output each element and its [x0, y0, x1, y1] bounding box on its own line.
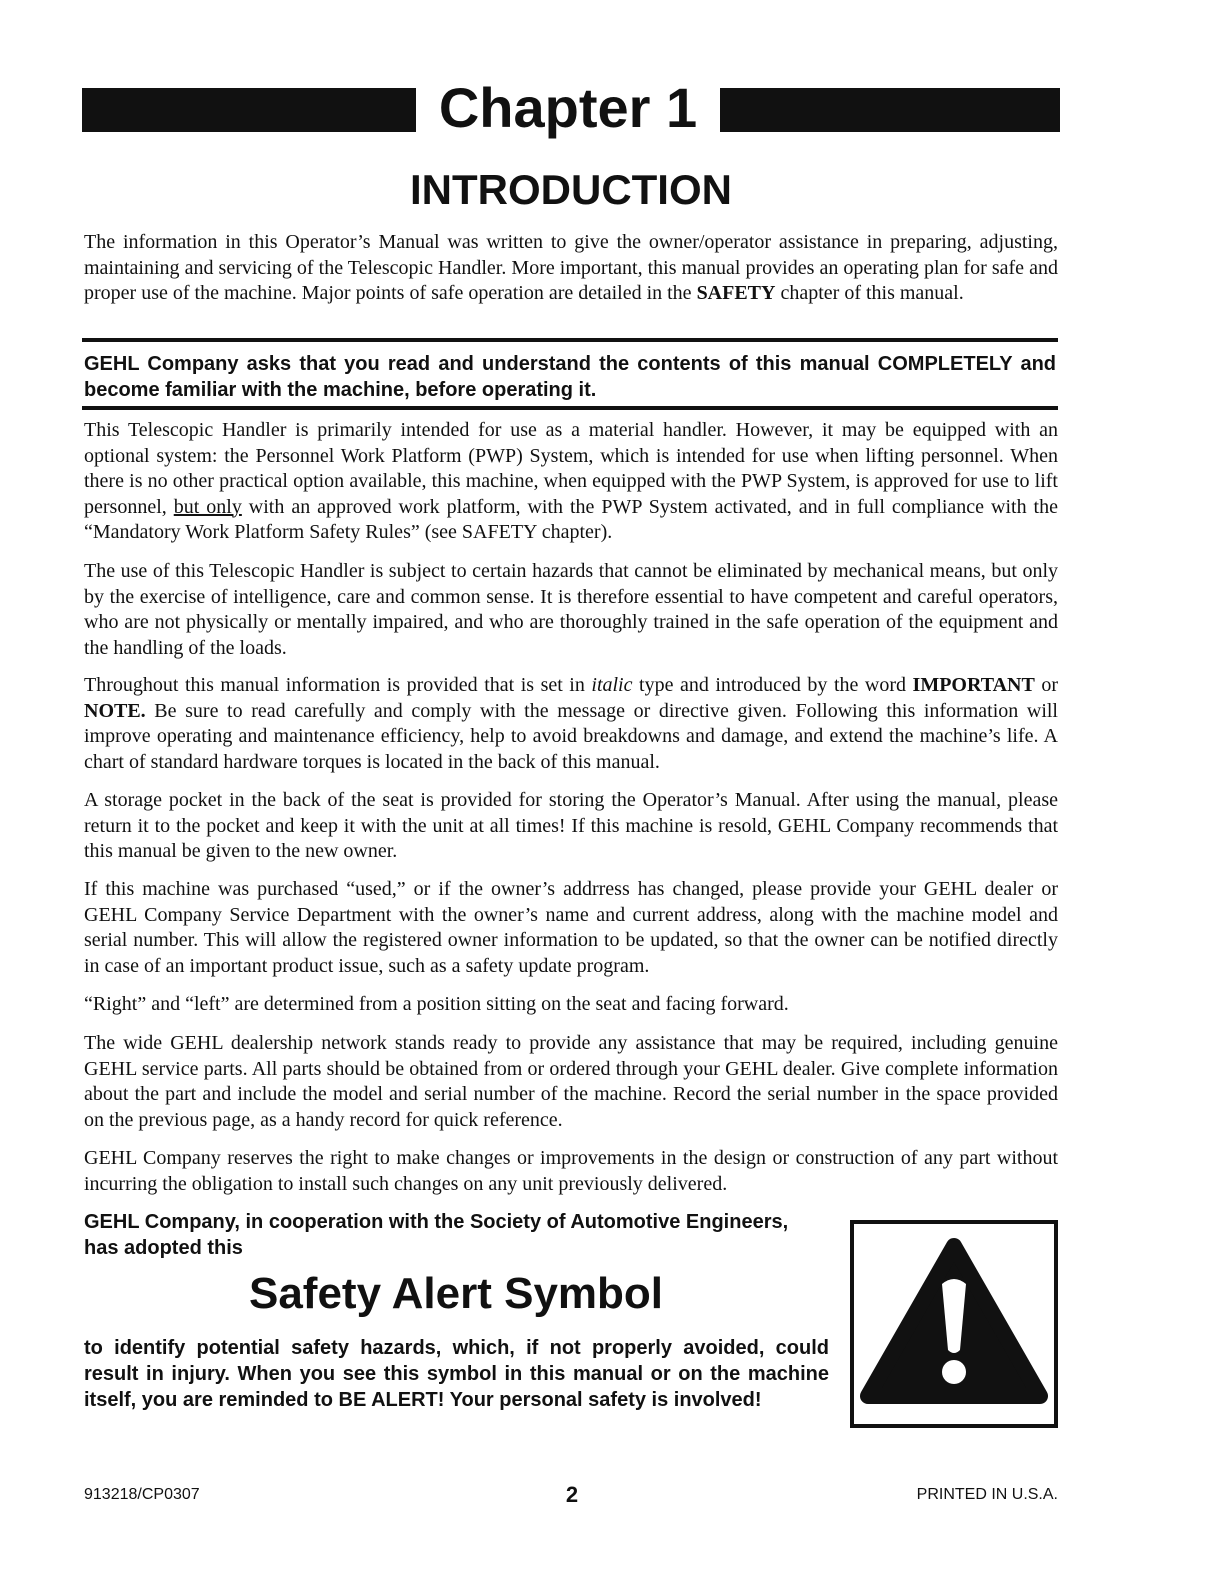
paragraph-storage-pocket: A storage pocket in the back of the seat is provided for storing the Operator’s Manual. After using the manual, please return it to the pocket and keep it with the unit at all times! If this machine is resold, GEHL Company recommends that this manual be given to the new owner. [84, 789, 1058, 862]
paragraph-reserves-right: GEHL Company reserves the right to make changes or improvements in the design or construction of any part without incurring the obligation to install such changes on any unit previously delivered. [84, 1147, 1058, 1195]
intro-paragraph: The information in this Operator’s Manual was written to give the owner/operator assistance in preparing, adjusting, maintaining and servicing of the Telescopic Handler. More important, this manual provides an operating plan for safe and proper use of the machine. Major points of safe operation are detailed in the SAFETY chapter of this manual. [84, 231, 1058, 304]
chapter-bar-left [82, 88, 416, 132]
chapter-heading [82, 76, 1060, 142]
safety-alert-title: Safety Alert Symbol [248, 1269, 664, 1318]
paragraph-dealership: The wide GEHL dealership network stands ready to provide any assistance that may be required, including genuine GEHL service parts. All parts should be obtained from or ordered through your GEHL dealer. Give complete information about the part and include the model and serial number of the machine. Record the serial number in the space provided on the previous page, as a handy record for quick reference. [84, 1032, 1058, 1131]
safety-alert-triangle-icon [854, 1224, 1054, 1424]
paragraph-right-left: “Right” and “left” are determined from a position sitting on the seat and facing forward. [84, 993, 789, 1015]
safety-alert-symbol-box [850, 1220, 1058, 1428]
paragraph-intended-use: This Telescopic Handler is primarily intended for use as a material handler. However, it may be equipped with an optional system: the Personnel Work Platform (PWP) System, which is intended for use when lifting personnel. When there is no other practical option available, this machine, when equipped with the PWP System, is approved for use to lift personnel, but only with an approved work platform, with the PWP System activated, and in full compliance with the “Mandatory Work Platform Safety Rules” (see SAFETY chapter). [84, 419, 1058, 543]
safety-alert-intro: GEHL Company, in cooperation with the Society of Automotive Engineers, has adopted this [84, 1211, 789, 1259]
chapter-bar-right [720, 88, 1060, 132]
footer-printed-in: PRINTED IN U.S.A. [916, 1486, 1058, 1503]
paragraph-hazards: The use of this Telescopic Handler is subject to certain hazards that cannot be eliminated by mechanical means, but only by the exercise of intelligence, care and common sense. It is therefore essential to have competent and careful operators, who are not physically or mentally impaired, and who are thoroughly trained in the safe operation of the equipment and the handling of the loads. [84, 560, 1058, 659]
chapter-title: Chapter 1 [438, 76, 698, 139]
read-manual-notice [82, 338, 1058, 410]
footer-page-number: 2 [565, 1482, 579, 1507]
notice-text: GEHL Company asks that you read and understand the contents of this manual COMPLETELY and become familiar with the machine, before operating it. [84, 353, 1056, 401]
safety-alert-body: to identify potential safety hazards, which, if not properly avoided, could result in injury. When you see this symbol in this manual or on the machine itself, you are reminded to BE ALERT! Your personal safety is involved! [84, 1337, 829, 1411]
paragraph-used-machine: If this machine was purchased “used,” or if the owner’s addrress has changed, please provide your GEHL dealer or GEHL Company Service Department with the owner’s name and current address, along with the machine model and serial number. This will allow the registered owner information to be updated, so that the owner can be notified directly in case of an important product issue, such as a safety update program. [84, 878, 1058, 977]
section-title: INTRODUCTION [410, 166, 732, 213]
paragraph-italic-notes: Throughout this manual information is provided that is set in italic type and introduced by the word IMPORTANT or NOTE. Be sure to read carefully and comply with the message or directive given. Following this information will improve operating and maintenance efficiency, help to avoid breakdowns and damage, and extend the machine’s life. A chart of standard hardware torques is located in the back of this manual. [84, 674, 1058, 773]
footer-document-id: 913218/CP0307 [84, 1486, 200, 1503]
